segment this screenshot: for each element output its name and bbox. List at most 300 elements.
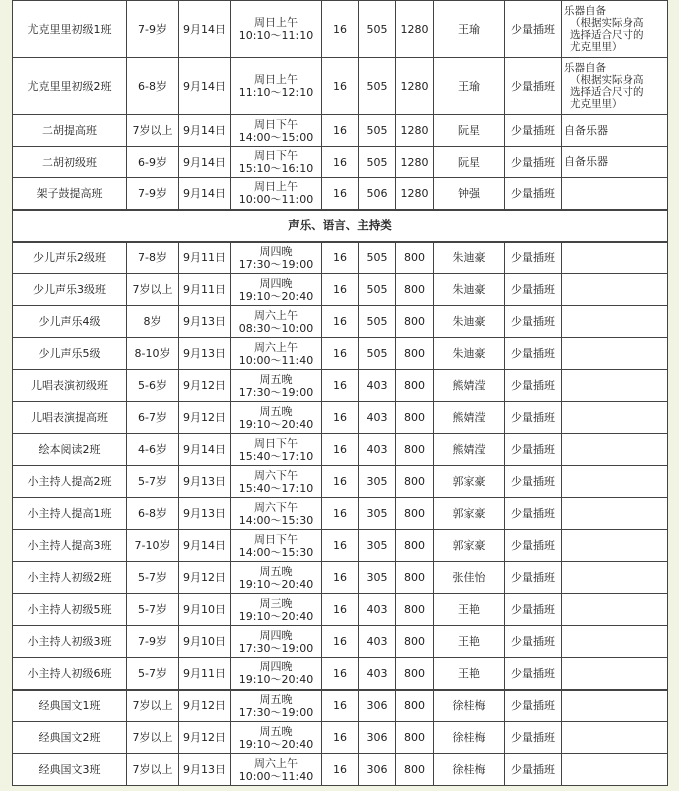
room-cell: 306	[359, 690, 396, 722]
note-line: （根据实际身高	[570, 17, 644, 29]
fee-cell: 800	[396, 274, 434, 306]
teacher-cell: 王瑜	[434, 1, 505, 58]
start-date-cell: 9月12日	[179, 690, 231, 722]
note-cell	[562, 147, 668, 178]
room-cell: 403	[359, 370, 396, 402]
table-row	[13, 690, 668, 722]
fee-cell: 800	[396, 530, 434, 562]
teacher-cell: 王艳	[434, 626, 505, 658]
fee-cell: 1280	[396, 147, 434, 178]
course-schedule-table-wrapper	[12, 0, 667, 786]
enrollment-type-cell: 少量插班	[505, 658, 562, 690]
room-cell: 403	[359, 658, 396, 690]
class-hours-text: 17:30～19:00	[238, 641, 314, 655]
start-date-cell: 9月14日	[179, 115, 231, 147]
enrollment-type-cell: 少量插班	[505, 306, 562, 338]
class-day-text: 周六上午	[254, 756, 298, 770]
start-date-cell: 9月11日	[179, 274, 231, 306]
table-row	[13, 562, 668, 594]
fee-cell: 800	[396, 594, 434, 626]
table-row	[13, 178, 668, 210]
enrollment-type-cell: 少量插班	[505, 594, 562, 626]
fee-cell: 1280	[396, 58, 434, 115]
room-cell: 403	[359, 434, 396, 466]
note-cell	[562, 306, 668, 338]
class-time-cell	[231, 306, 322, 338]
table-row	[13, 498, 668, 530]
course-name-cell: 经典国文1班	[13, 690, 127, 722]
class-time-cell	[231, 1, 322, 58]
table-row	[13, 58, 668, 115]
fee-cell: 1280	[396, 115, 434, 147]
sessions-cell: 16	[322, 626, 359, 658]
class-time-cell	[231, 594, 322, 626]
course-name-cell: 少儿声乐4级	[13, 306, 127, 338]
class-day-text: 周日上午	[254, 16, 298, 29]
age-cell: 7岁以上	[127, 690, 179, 722]
start-date-cell: 9月13日	[179, 338, 231, 370]
table-row	[13, 338, 668, 370]
table-row	[13, 658, 668, 690]
start-date-cell: 9月11日	[179, 242, 231, 274]
class-day-text: 周四晚	[259, 660, 293, 674]
start-date-cell: 9月10日	[179, 626, 231, 658]
sessions-cell: 16	[322, 562, 359, 594]
class-day-text: 周五晚	[259, 404, 293, 418]
class-time-cell	[231, 754, 322, 786]
note-cell	[562, 1, 668, 58]
room-cell: 505	[359, 306, 396, 338]
note-cell	[562, 690, 668, 722]
age-cell: 5-7岁	[127, 594, 179, 626]
teacher-cell: 郭家豪	[434, 530, 505, 562]
class-day-text: 周四晚	[259, 276, 293, 290]
teacher-cell: 钟强	[434, 178, 505, 210]
sessions-cell: 16	[322, 498, 359, 530]
room-cell: 306	[359, 754, 396, 786]
sessions-cell: 16	[322, 58, 359, 115]
class-day-text: 周日下午	[254, 149, 298, 162]
class-hours-text: 17:30～19:00	[238, 705, 314, 719]
start-date-cell: 9月12日	[179, 562, 231, 594]
table-row	[13, 466, 668, 498]
class-hours-text: 15:40～17:10	[238, 449, 314, 463]
class-day-text: 周日上午	[254, 180, 298, 194]
room-cell: 306	[359, 722, 396, 754]
table-row	[13, 242, 668, 274]
enrollment-type-cell: 少量插班	[505, 562, 562, 594]
class-hours-text: 10:00～11:40	[238, 353, 314, 367]
table-row	[13, 530, 668, 562]
enrollment-type-cell: 少量插班	[505, 722, 562, 754]
course-name-cell: 少儿声乐5级	[13, 338, 127, 370]
course-name-cell: 少儿声乐3级班	[13, 274, 127, 306]
note-line: 乐器自备	[564, 62, 606, 74]
age-cell: 6-8岁	[127, 498, 179, 530]
start-date-cell: 9月13日	[179, 306, 231, 338]
class-time-cell	[231, 722, 322, 754]
enrollment-type-cell: 少量插班	[505, 242, 562, 274]
class-day-text: 周五晚	[259, 724, 293, 738]
age-cell: 5-7岁	[127, 658, 179, 690]
class-time-cell	[231, 58, 322, 115]
room-cell: 505	[359, 58, 396, 115]
teacher-cell: 阮星	[434, 147, 505, 178]
fee-cell: 800	[396, 242, 434, 274]
course-name-cell: 绘本阅读2班	[13, 434, 127, 466]
course-name-cell: 小主持人初级6班	[13, 658, 127, 690]
section-title: 声乐、语言、主持类	[13, 210, 668, 242]
age-cell: 5-6岁	[127, 370, 179, 402]
note-line: 尤克里里）	[570, 98, 623, 110]
fee-cell: 800	[396, 466, 434, 498]
note-cell	[562, 658, 668, 690]
note-cell	[562, 178, 668, 210]
teacher-cell: 熊婧滢	[434, 370, 505, 402]
age-cell: 5-7岁	[127, 562, 179, 594]
enrollment-type-cell: 少量插班	[505, 147, 562, 178]
table-row	[13, 370, 668, 402]
age-cell: 6-8岁	[127, 58, 179, 115]
enrollment-type-cell: 少量插班	[505, 498, 562, 530]
sessions-cell: 16	[322, 274, 359, 306]
room-cell: 505	[359, 242, 396, 274]
table-row	[13, 147, 668, 178]
course-name-cell: 小主持人初级5班	[13, 594, 127, 626]
note-cell	[562, 498, 668, 530]
sessions-cell: 16	[322, 722, 359, 754]
enrollment-type-cell: 少量插班	[505, 58, 562, 115]
course-name-cell: 儿唱表演提高班	[13, 402, 127, 434]
class-hours-text: 14:00～15:00	[238, 130, 314, 144]
table-row	[13, 594, 668, 626]
note-cell	[562, 562, 668, 594]
sessions-cell: 16	[322, 658, 359, 690]
class-day-text: 周三晚	[259, 596, 293, 610]
class-hours-text: 17:30～19:00	[238, 257, 314, 271]
course-name-cell: 小主持人提高1班	[13, 498, 127, 530]
note-cell	[562, 466, 668, 498]
table-row	[13, 626, 668, 658]
start-date-cell: 9月14日	[179, 530, 231, 562]
class-day-text: 周六下午	[254, 500, 298, 514]
teacher-cell: 徐桂梅	[434, 690, 505, 722]
enrollment-type-cell: 少量插班	[505, 690, 562, 722]
note-cell	[562, 58, 668, 115]
enrollment-type-cell: 少量插班	[505, 338, 562, 370]
teacher-cell: 王艳	[434, 658, 505, 690]
enrollment-type-cell: 少量插班	[505, 626, 562, 658]
class-time-cell	[231, 530, 322, 562]
fee-cell: 800	[396, 498, 434, 530]
start-date-cell: 9月10日	[179, 594, 231, 626]
teacher-cell: 徐桂梅	[434, 754, 505, 786]
class-time-cell	[231, 274, 322, 306]
enrollment-type-cell: 少量插班	[505, 530, 562, 562]
enrollment-type-cell: 少量插班	[505, 434, 562, 466]
note-cell	[562, 722, 668, 754]
fee-cell: 800	[396, 626, 434, 658]
teacher-cell: 郭家豪	[434, 498, 505, 530]
teacher-cell: 熊婧滢	[434, 402, 505, 434]
class-hours-text: 10:10～11:10	[238, 29, 314, 42]
room-cell: 305	[359, 562, 396, 594]
table-row	[13, 306, 668, 338]
class-time-cell	[231, 147, 322, 178]
room-cell: 505	[359, 338, 396, 370]
class-time-cell	[231, 658, 322, 690]
class-hours-text: 15:40～17:10	[238, 481, 314, 495]
start-date-cell: 9月13日	[179, 466, 231, 498]
age-cell: 5-7岁	[127, 466, 179, 498]
room-cell: 505	[359, 274, 396, 306]
class-time-cell	[231, 434, 322, 466]
fee-cell: 800	[396, 434, 434, 466]
room-cell: 305	[359, 498, 396, 530]
start-date-cell: 9月12日	[179, 722, 231, 754]
note-cell	[562, 274, 668, 306]
class-time-cell	[231, 178, 322, 210]
class-time-cell	[231, 626, 322, 658]
teacher-cell: 朱迪豪	[434, 242, 505, 274]
sessions-cell: 16	[322, 338, 359, 370]
room-cell: 506	[359, 178, 396, 210]
class-time-cell	[231, 562, 322, 594]
class-day-text: 周四晚	[259, 628, 293, 642]
enrollment-type-cell: 少量插班	[505, 115, 562, 147]
fee-cell: 800	[396, 306, 434, 338]
class-hours-text: 19:10～20:40	[238, 289, 314, 303]
fee-cell: 800	[396, 690, 434, 722]
class-time-cell	[231, 402, 322, 434]
sessions-cell: 16	[322, 370, 359, 402]
class-time-cell	[231, 242, 322, 274]
start-date-cell: 9月14日	[179, 434, 231, 466]
note-cell	[562, 402, 668, 434]
teacher-cell: 王艳	[434, 594, 505, 626]
sessions-cell: 16	[322, 115, 359, 147]
fee-cell: 1280	[396, 1, 434, 58]
class-day-text: 周日下午	[254, 436, 298, 450]
sessions-cell: 16	[322, 530, 359, 562]
age-cell: 7-9岁	[127, 178, 179, 210]
class-day-text: 周日下午	[254, 532, 298, 546]
note-cell	[562, 338, 668, 370]
note-line: 乐器自备	[564, 5, 606, 17]
class-hours-text: 14:00～15:30	[238, 545, 314, 559]
course-name-cell: 二胡提高班	[13, 115, 127, 147]
table-row	[13, 115, 668, 147]
age-cell: 7-9岁	[127, 626, 179, 658]
table-row	[13, 722, 668, 754]
note-line: 自备乐器	[564, 155, 608, 168]
note-cell	[562, 115, 668, 147]
table-row	[13, 274, 668, 306]
class-hours-text: 19:10～20:40	[238, 609, 314, 623]
class-hours-text: 19:10～20:40	[238, 737, 314, 751]
note-line: 自备乐器	[564, 123, 608, 137]
age-cell: 6-7岁	[127, 402, 179, 434]
table-row	[13, 402, 668, 434]
fee-cell: 800	[396, 658, 434, 690]
enrollment-type-cell: 少量插班	[505, 370, 562, 402]
start-date-cell: 9月14日	[179, 178, 231, 210]
fee-cell: 1280	[396, 178, 434, 210]
start-date-cell: 9月11日	[179, 658, 231, 690]
note-cell	[562, 626, 668, 658]
class-hours-text: 19:10～20:40	[238, 417, 314, 431]
note-line: 尤克里里）	[570, 41, 623, 53]
class-day-text: 周四晚	[259, 244, 293, 258]
course-name-cell: 儿唱表演初级班	[13, 370, 127, 402]
enrollment-type-cell: 少量插班	[505, 178, 562, 210]
room-cell: 305	[359, 530, 396, 562]
course-name-cell: 经典国文3班	[13, 754, 127, 786]
teacher-cell: 王瑜	[434, 58, 505, 115]
note-cell	[562, 434, 668, 466]
class-day-text: 周六上午	[254, 308, 298, 322]
class-time-cell	[231, 690, 322, 722]
age-cell: 7岁以上	[127, 754, 179, 786]
sessions-cell: 16	[322, 754, 359, 786]
course-name-cell: 小主持人提高3班	[13, 530, 127, 562]
note-cell	[562, 530, 668, 562]
sessions-cell: 16	[322, 466, 359, 498]
class-hours-text: 14:00～15:30	[238, 513, 314, 527]
teacher-cell: 朱迪豪	[434, 306, 505, 338]
sessions-cell: 16	[322, 1, 359, 58]
class-time-cell	[231, 466, 322, 498]
start-date-cell: 9月14日	[179, 58, 231, 115]
course-name-cell: 架子鼓提高班	[13, 178, 127, 210]
note-line: （根据实际身高	[570, 74, 644, 86]
note-line: 选择适合尺寸的	[570, 29, 644, 41]
sessions-cell: 16	[322, 402, 359, 434]
course-name-cell: 小主持人提高2班	[13, 466, 127, 498]
fee-cell: 800	[396, 562, 434, 594]
table-row	[13, 1, 668, 58]
class-time-cell	[231, 498, 322, 530]
course-name-cell: 小主持人初级2班	[13, 562, 127, 594]
class-time-cell	[231, 338, 322, 370]
teacher-cell: 郭家豪	[434, 466, 505, 498]
age-cell: 7岁以上	[127, 274, 179, 306]
room-cell: 505	[359, 1, 396, 58]
course-name-cell: 二胡初级班	[13, 147, 127, 178]
age-cell: 7-8岁	[127, 242, 179, 274]
enrollment-type-cell: 少量插班	[505, 1, 562, 58]
class-hours-text: 10:00～11:40	[238, 769, 314, 783]
note-line: 选择适合尺寸的	[570, 86, 644, 98]
course-schedule-table	[12, 0, 668, 786]
enrollment-type-cell: 少量插班	[505, 466, 562, 498]
class-hours-text: 19:10～20:40	[238, 673, 314, 687]
teacher-cell: 徐桂梅	[434, 722, 505, 754]
class-day-text: 周六下午	[254, 468, 298, 482]
class-day-text: 周五晚	[259, 692, 293, 706]
class-hours-text: 10:00～11:00	[238, 193, 314, 207]
room-cell: 403	[359, 402, 396, 434]
table-row	[13, 434, 668, 466]
sessions-cell: 16	[322, 594, 359, 626]
table-row	[13, 754, 668, 786]
age-cell: 6-9岁	[127, 147, 179, 178]
start-date-cell: 9月12日	[179, 370, 231, 402]
note-cell	[562, 242, 668, 274]
sessions-cell: 16	[322, 242, 359, 274]
class-day-text: 周五晚	[259, 372, 293, 386]
course-name-cell: 少儿声乐2级班	[13, 242, 127, 274]
class-hours-text: 19:10～20:40	[238, 577, 314, 591]
class-day-text: 周日下午	[254, 117, 298, 131]
teacher-cell: 熊婧滢	[434, 434, 505, 466]
age-cell: 7-9岁	[127, 1, 179, 58]
fee-cell: 800	[396, 402, 434, 434]
note-cell	[562, 754, 668, 786]
teacher-cell: 阮星	[434, 115, 505, 147]
fee-cell: 800	[396, 338, 434, 370]
age-cell: 7岁以上	[127, 722, 179, 754]
fee-cell: 800	[396, 722, 434, 754]
class-hours-text: 08:30～10:00	[238, 321, 314, 335]
start-date-cell: 9月12日	[179, 402, 231, 434]
room-cell: 403	[359, 594, 396, 626]
start-date-cell: 9月13日	[179, 754, 231, 786]
sessions-cell: 16	[322, 690, 359, 722]
sessions-cell: 16	[322, 306, 359, 338]
teacher-cell: 朱迪豪	[434, 274, 505, 306]
start-date-cell: 9月14日	[179, 1, 231, 58]
age-cell: 8岁	[127, 306, 179, 338]
course-name-cell: 尤克里里初级2班	[13, 58, 127, 115]
room-cell: 305	[359, 466, 396, 498]
class-hours-text: 15:10～16:10	[238, 162, 314, 175]
sessions-cell: 16	[322, 178, 359, 210]
course-name-cell: 尤克里里初级1班	[13, 1, 127, 58]
age-cell: 7-10岁	[127, 530, 179, 562]
sessions-cell: 16	[322, 147, 359, 178]
age-cell: 4-6岁	[127, 434, 179, 466]
age-cell: 8-10岁	[127, 338, 179, 370]
enrollment-type-cell: 少量插班	[505, 402, 562, 434]
age-cell: 7岁以上	[127, 115, 179, 147]
course-name-cell: 经典国文2班	[13, 722, 127, 754]
room-cell: 505	[359, 147, 396, 178]
teacher-cell: 张佳怡	[434, 562, 505, 594]
class-time-cell	[231, 115, 322, 147]
room-cell: 403	[359, 626, 396, 658]
note-cell	[562, 370, 668, 402]
class-day-text: 周日上午	[254, 73, 298, 86]
room-cell: 505	[359, 115, 396, 147]
enrollment-type-cell: 少量插班	[505, 754, 562, 786]
fee-cell: 800	[396, 370, 434, 402]
class-time-cell	[231, 370, 322, 402]
section-header-row	[13, 210, 668, 242]
start-date-cell: 9月14日	[179, 147, 231, 178]
class-hours-text: 11:10～12:10	[238, 86, 314, 99]
enrollment-type-cell: 少量插班	[505, 274, 562, 306]
class-day-text: 周五晚	[259, 564, 293, 578]
fee-cell: 800	[396, 754, 434, 786]
teacher-cell: 朱迪豪	[434, 338, 505, 370]
class-hours-text: 17:30～19:00	[238, 385, 314, 399]
sessions-cell: 16	[322, 434, 359, 466]
class-day-text: 周六上午	[254, 340, 298, 354]
course-name-cell: 小主持人初级3班	[13, 626, 127, 658]
start-date-cell: 9月13日	[179, 498, 231, 530]
note-cell	[562, 594, 668, 626]
